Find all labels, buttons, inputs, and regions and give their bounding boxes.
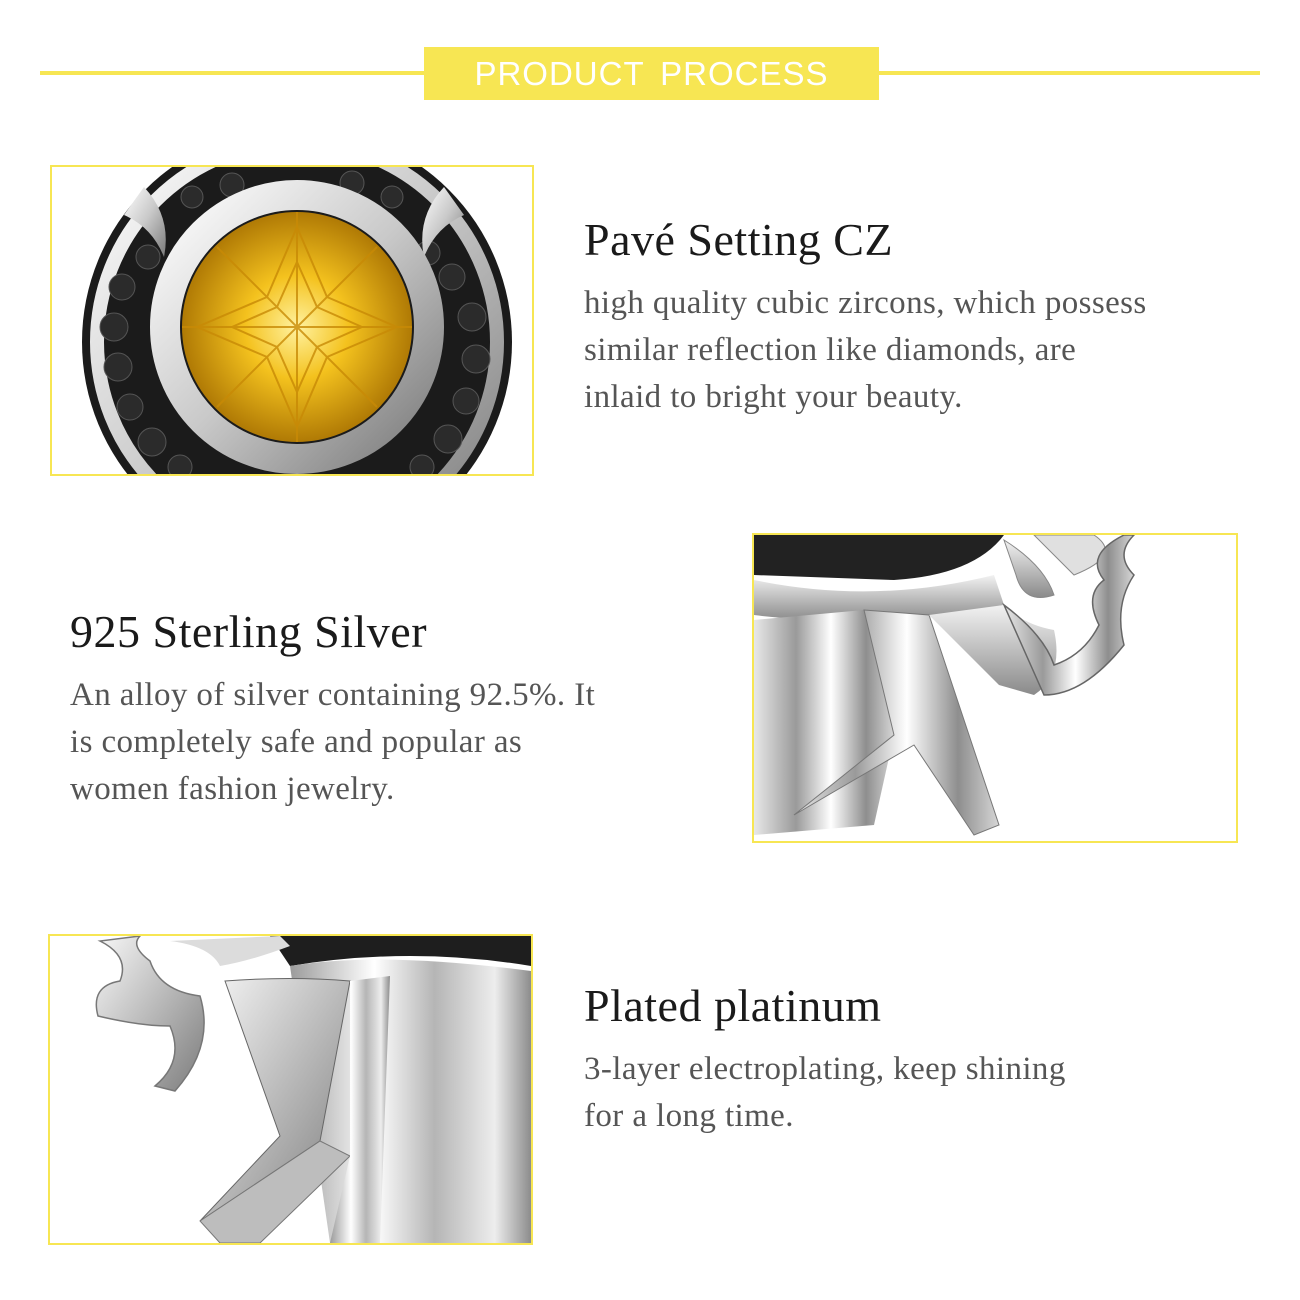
feature-plated-platinum — [584, 978, 1066, 1140]
plated-platinum-image — [48, 934, 533, 1245]
header-rule-right — [878, 71, 1260, 75]
feature-sterling-silver — [70, 604, 595, 813]
section-title: PRODUCT PROCESS — [474, 54, 829, 92]
sterling-silver-illustration — [754, 535, 1236, 841]
feature-pave-setting — [584, 212, 1147, 421]
feature-title: 925 Sterling Silver — [70, 606, 428, 657]
section-banner — [424, 47, 879, 100]
pave-setting-illustration — [52, 167, 532, 474]
feature-description: 3-layer electroplating, keep shining for a long time. — [584, 1051, 1066, 1134]
feature-description: An alloy of silver containing 92.5%. It is completely safe and popular as women fashion jewelry. — [70, 677, 596, 807]
feature-title: Pavé Setting CZ — [584, 214, 894, 265]
header-rule-left — [40, 71, 426, 75]
feature-description: high quality cubic zircons, which possess similar reflection like diamonds, are inlaid to bright your beauty. — [584, 285, 1147, 415]
sterling-silver-image — [752, 533, 1238, 843]
feature-title: Plated platinum — [584, 980, 882, 1031]
pave-setting-image — [50, 165, 534, 476]
plated-platinum-illustration — [50, 936, 531, 1243]
